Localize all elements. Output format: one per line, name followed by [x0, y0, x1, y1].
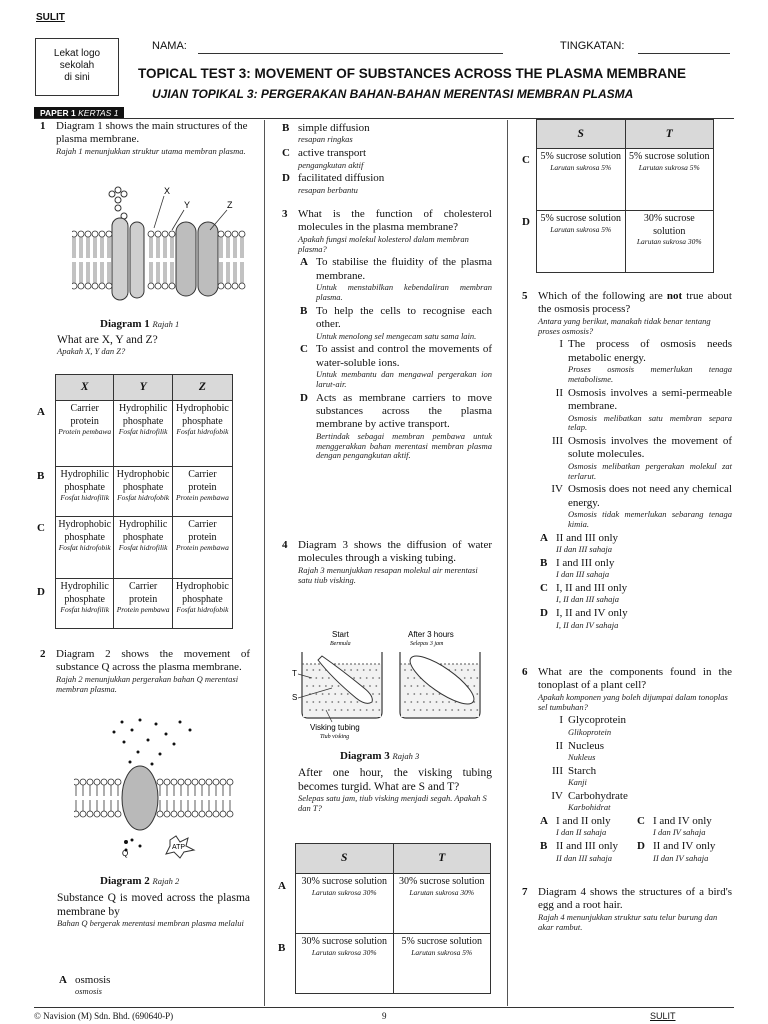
statement-ii	[538, 387, 732, 433]
substance-q	[124, 840, 128, 844]
question-text: Diagram 3 shows the diffusion of water molecules through a visking tubing.	[298, 539, 492, 565]
option-text-ms: osmosis	[75, 986, 102, 997]
option-a[interactable]	[298, 256, 492, 302]
option-text: I and IV only	[653, 815, 712, 828]
option-text-ms: I dan II sahaja	[556, 827, 607, 838]
after-label: After 3 hours	[408, 630, 454, 639]
question-number: 5	[522, 290, 528, 302]
option-text-ms: I dan IV sahaja	[653, 827, 706, 838]
question-text-ms: Apakah komponen yang boleh dijumpai dalam tonoplas sel tumbuhan?	[538, 691, 728, 712]
logo-line: sekolah	[59, 60, 95, 71]
question-1	[40, 120, 250, 157]
option-text-ms: resapan ringkas	[298, 134, 353, 145]
cell: 30% sucrose solution	[301, 936, 388, 947]
option-letter: C	[540, 582, 548, 595]
option-letter: B	[540, 840, 548, 853]
diagram-3-visking	[292, 628, 492, 740]
option-text-ms: Untuk menolong sel mengecam satu sama lain.	[316, 330, 477, 341]
cell-ms: Larutan sukrosa 5%	[550, 224, 612, 234]
statement-number: III	[552, 435, 563, 448]
option-text: II and IV only	[653, 840, 716, 853]
cell: 5% sucrose solution	[540, 151, 622, 162]
option-text: I, II and IV only	[556, 607, 628, 620]
option-d[interactable]	[298, 392, 492, 462]
logo-line: di sini	[64, 72, 90, 83]
diagram-1-membrane	[72, 184, 248, 314]
col-z: Z	[172, 375, 232, 401]
cell-ms: Protein pembawa	[116, 605, 170, 614]
ask-text: After one hour, the visking tubing becomes turgid. What are S and T?	[298, 767, 492, 794]
nama-label: NAMA:	[152, 40, 187, 52]
option-text: II and III only	[556, 840, 619, 853]
question-text	[538, 290, 732, 317]
question-text: What are the components found in the tonoplast of a plant cell?	[538, 666, 732, 692]
cell-ms: Larutan sukrosa 5%	[550, 162, 612, 172]
row-letter: D	[522, 216, 530, 228]
question-text-ms: Rajah 4 menunjukkan struktur satu telur burung dan akar rambut.	[538, 911, 718, 932]
option-letter: D	[540, 607, 548, 620]
tubing-label-ms: Tiub visking	[320, 734, 350, 740]
cell: Hydrophilic phosphate	[60, 581, 109, 605]
caption-ms: Rajah 2	[152, 876, 180, 886]
option-letter: B	[540, 556, 548, 569]
option-text: facilitated diffusion	[298, 172, 385, 185]
cell: Hydrophobic phosphate	[116, 469, 170, 493]
statement-iv	[538, 483, 732, 529]
option-text: I and II only	[556, 815, 611, 828]
option-text: To help the cells to recognise each other.	[316, 304, 492, 331]
question-number: 2	[40, 648, 46, 660]
option-text: To stabilise the fluidity of the plasma membrane.	[316, 256, 492, 282]
option-c[interactable]	[298, 343, 492, 389]
item-iv	[538, 790, 732, 813]
question-4-table-part1	[295, 843, 491, 994]
question-1-ask	[57, 333, 257, 357]
question-text-ms: Rajah 3 menunjukkan resapan molekul air merentasi satu tiub visking.	[298, 564, 478, 585]
statement-number: II	[555, 386, 563, 399]
item-number: II	[555, 739, 563, 752]
row-letter: A	[278, 880, 286, 892]
nama-line	[198, 53, 503, 54]
col-x: X	[56, 375, 114, 401]
option-text-ms: II dan IV sahaja	[653, 852, 709, 863]
option-b[interactable]	[538, 840, 635, 863]
item-text-ms: Kanji	[568, 777, 587, 788]
carrier-protein	[112, 218, 144, 300]
table-header-row	[537, 120, 714, 149]
option-text-ms: pengangkutan aktif	[298, 159, 364, 170]
item-ii	[538, 740, 732, 763]
question-2	[40, 648, 250, 694]
cell: Hydrophobic phosphate	[58, 519, 112, 543]
cell: Carrier protein	[70, 403, 99, 427]
beaker-start	[302, 652, 382, 718]
diagram-2-transport	[74, 718, 234, 860]
question-number: 3	[282, 208, 288, 220]
cell-ms: Fosfat hidrofilik	[118, 427, 168, 436]
cell: 5% sucrose solution	[628, 151, 710, 162]
item-text: Glycoprotein	[568, 714, 627, 727]
item-i	[538, 714, 732, 737]
item-text: Nucleus	[568, 739, 605, 752]
option-text-ms: resapan berbantu	[298, 184, 358, 195]
question-4-table-part2	[536, 119, 714, 273]
column-divider	[264, 120, 265, 1006]
solute-particles	[113, 719, 192, 766]
option-a[interactable]	[538, 532, 732, 555]
cell: Hydrophobic phosphate	[176, 403, 229, 427]
option-c[interactable]	[538, 582, 732, 605]
logo-line: Lekat logo	[53, 48, 101, 59]
cell-ms: Fosfat hidrofobik	[58, 543, 111, 552]
question-1-table	[55, 374, 233, 629]
table-row	[56, 467, 233, 517]
option-text-ms: I dan III sahaja	[556, 569, 610, 580]
option-a[interactable]	[57, 972, 247, 997]
option-letter: D	[282, 172, 290, 185]
option-text: simple diffusion	[298, 122, 370, 134]
cell-ms: Protein pembawa	[175, 493, 229, 502]
cell: Hydrophilic phosphate	[118, 403, 168, 427]
table-row	[296, 934, 491, 994]
cell-ms: Larutan sukrosa 30%	[311, 947, 377, 957]
cell: Carrier protein	[188, 469, 217, 493]
ask-text: Substance Q is moved across the plasma membrane by	[57, 892, 250, 919]
option-letter: B	[300, 304, 308, 317]
option-text-ms: I, II dan III sahaja	[556, 594, 620, 605]
question-text-ms: Rajah 1 menunjukkan struktur utama membran plasma.	[56, 145, 246, 156]
diagram-2-caption	[100, 875, 179, 888]
cell-ms: Fosfat hidrofobik	[117, 493, 170, 502]
logo-box	[35, 38, 119, 96]
sulit-bottom: SULIT	[650, 1011, 676, 1021]
option-letter: C	[300, 343, 308, 356]
label-y: Y	[184, 200, 191, 210]
statement-number: I	[559, 338, 563, 351]
cell: Carrier protein	[188, 519, 217, 543]
statement-text: Osmosis does not need any chemical energy.	[568, 483, 732, 509]
cell-ms: Protein pembawa	[58, 427, 112, 436]
option-text-ms: I, II dan IV sahaja	[556, 619, 619, 630]
row-letter: B	[37, 470, 45, 482]
footer-rule	[34, 1007, 734, 1008]
cell: 5% sucrose solution	[540, 213, 622, 224]
table-row	[56, 579, 233, 629]
cell: Hydrophilic phosphate	[60, 469, 109, 493]
question-3	[282, 208, 492, 461]
row-letter: C	[37, 522, 45, 534]
question-text-b: true about the osmosis process?	[538, 290, 732, 316]
option-letter: C	[637, 815, 645, 828]
question-6	[522, 666, 732, 863]
question-number: 6	[522, 666, 528, 678]
tingkatan-line	[638, 53, 730, 54]
question-text-ms: Apakah fungsi molekul kolesterol dalam membran plasma?	[298, 233, 469, 254]
caption-en: Diagram 1	[100, 318, 150, 330]
option-text: Acts as membrane carriers to move substances across the plasma membrane by active transport.	[316, 391, 492, 431]
option-text-ms: II dan III sahaja	[556, 852, 612, 863]
page-number: 9	[382, 1011, 387, 1021]
option-d[interactable]	[635, 840, 732, 863]
statement-text-ms: Osmosis tidak memerlukan sebarang tenaga kimia.	[568, 509, 732, 529]
option-text: II and III only	[556, 531, 619, 544]
cell-ms: Larutan sukrosa 30%	[311, 887, 377, 897]
item-iii	[538, 765, 732, 788]
table-row	[296, 874, 491, 934]
option-text: I, II and III only	[556, 582, 628, 595]
option-text: To assist and control the movements of water-soluble ions.	[316, 343, 492, 369]
cell: 30% sucrose solution	[398, 876, 485, 887]
cell-ms: Fosfat hidrofobik	[176, 605, 229, 614]
question-text: Diagram 1 shows the main structures of the plasma membrane.	[56, 120, 248, 146]
option-letter: A	[59, 974, 67, 986]
copyright: © Navision (M) Sdn. Bhd. (690640-P)	[34, 1011, 174, 1021]
diagram-3-caption	[340, 750, 419, 763]
statement-number: IV	[551, 483, 563, 496]
option-b[interactable]	[298, 305, 492, 342]
paper-label-en: PAPER 1	[40, 108, 76, 118]
item-text-ms: Nukleus	[568, 751, 596, 762]
col-y: Y	[114, 375, 172, 401]
row-letter: D	[37, 586, 45, 598]
option-text-ms: Bertindak sebagai membran pembawa untuk menggerakkan bahan merentasi membran plasma dengan pengangkutan aktif.	[316, 430, 492, 461]
cell: 30% sucrose solution	[301, 876, 388, 887]
statement-i	[538, 338, 732, 384]
item-text: Starch	[568, 764, 597, 777]
row-letter: C	[522, 154, 530, 166]
label-z: Z	[227, 200, 233, 210]
table-row	[56, 517, 233, 579]
option-b[interactable]	[280, 122, 492, 145]
after-label-ms: Selepas 3 jam	[410, 641, 444, 647]
col-s: S	[296, 844, 394, 874]
protein-channel	[176, 222, 218, 296]
phospholipid-bilayer	[72, 231, 245, 289]
question-text: Diagram 2 shows the movement of substance Q across the plasma membrane.	[56, 648, 250, 674]
paper-label-ms: KERTAS 1	[78, 108, 119, 118]
cell: Hydrophilic phosphate	[118, 519, 168, 543]
cholesterol-glycolipid	[109, 187, 127, 219]
option-b[interactable]	[538, 557, 732, 580]
option-c[interactable]	[635, 815, 732, 838]
ask-text-ms: Apakah X, Y dan Z?	[57, 346, 126, 357]
option-letter: D	[300, 391, 308, 404]
option-a[interactable]	[538, 815, 635, 838]
option-text-ms: Untuk menstabilkan kebendaliran membran plasma.	[316, 282, 492, 302]
cell-ms: Fosfat hidrofilik	[118, 543, 168, 552]
option-letter: D	[637, 840, 645, 853]
caption-en: Diagram 3	[340, 750, 390, 762]
item-number: IV	[551, 789, 563, 802]
tubing-label: Visking tubing	[310, 723, 360, 732]
cell-ms: Fosfat hidrofilik	[60, 493, 110, 502]
cell-ms: Fosfat hidrofobik	[176, 427, 229, 436]
option-text-ms: II dan III sahaja	[556, 544, 612, 555]
page-title: TOPICAL TEST 3: MOVEMENT OF SUBSTANCES ACROSS THE PLASMA MEMBRANE	[138, 66, 687, 81]
option-text: osmosis	[75, 974, 111, 986]
column-divider	[507, 120, 508, 1006]
row-letter: A	[37, 406, 45, 418]
col-s: S	[537, 120, 626, 149]
caption-ms: Rajah 1	[152, 319, 180, 329]
col-t: T	[393, 844, 491, 874]
question-text-bold: not	[666, 290, 683, 302]
statement-iii	[538, 435, 732, 481]
t-label: T	[292, 669, 297, 678]
question-5	[522, 290, 732, 630]
options-grid	[538, 813, 732, 863]
statement-text: The process of osmosis needs metabolic energy.	[568, 338, 732, 364]
table-row	[56, 401, 233, 467]
option-letter: C	[282, 147, 290, 160]
option-letter: B	[282, 122, 290, 134]
option-letter: A	[300, 256, 308, 269]
cell: Carrier protein	[128, 581, 158, 605]
statement-text: Osmosis involves a semi-permeable membrane.	[568, 386, 732, 413]
q-label: Q	[122, 849, 129, 858]
cell: 5% sucrose solution	[401, 936, 483, 947]
statement-text-ms: Osmosis melibatkan pergerakan molekul zat terlarut.	[568, 460, 732, 481]
question-4	[282, 539, 492, 585]
item-text-ms: Glikoprotein	[568, 726, 612, 737]
s-label: S	[292, 693, 298, 702]
cell-ms: Protein pembawa	[175, 543, 229, 552]
question-text: Diagram 4 shows the structures of a bird's egg and a root hair.	[538, 886, 732, 912]
question-number: 7	[522, 886, 528, 898]
question-text-ms: Antara yang berikut, manakah tidak benar tentang proses osmosis?	[538, 315, 711, 336]
ask-text-ms: Bahan Q bergerak merentasi membran plasma melalui	[57, 918, 244, 929]
question-number: 1	[40, 120, 46, 132]
item-number: I	[559, 714, 563, 727]
question-text-a: Which of the following are	[538, 290, 667, 302]
atp-label: ATP	[172, 844, 186, 851]
table-row	[537, 149, 714, 211]
col-t: T	[625, 120, 714, 149]
cell-ms: Larutan sukrosa 30%	[636, 237, 702, 246]
question-7	[522, 886, 732, 932]
tingkatan-label: TINGKATAN:	[560, 40, 625, 52]
option-letter: A	[540, 815, 548, 828]
item-text: Carbohydrate	[568, 789, 628, 802]
cell-ms: Larutan sukrosa 5%	[638, 162, 700, 172]
cell-ms: Larutan sukrosa 30%	[409, 887, 475, 897]
question-text-ms: Rajah 2 menunjukkan pergerakan bahan Q merentasi membran plasma.	[56, 673, 239, 694]
option-text-ms: Untuk membantu dan mengawal pergerakan ion larut-air.	[316, 369, 492, 389]
start-label: Start	[332, 630, 349, 639]
ask-text: What are X, Y and Z?	[57, 334, 158, 346]
label-x: X	[164, 186, 171, 196]
sulit-top: SULIT	[36, 12, 65, 23]
carrier-protein	[122, 766, 158, 830]
item-text-ms: Karbohidrat	[568, 802, 611, 813]
row-letter: B	[278, 942, 286, 954]
option-text: active transport	[298, 147, 367, 160]
page-subtitle: UJIAN TOPIKAL 3: PERGERAKAN BAHAN-BAHAN MERENTASI MEMBRAN PLASMA	[152, 87, 634, 101]
table-row	[537, 211, 714, 273]
question-number: 4	[282, 539, 288, 551]
item-number: III	[552, 764, 563, 777]
cell-ms: Fosfat hidrofilik	[60, 605, 110, 614]
caption-ms: Rajah 3	[392, 751, 420, 761]
question-text: What is the function of cholesterol molecules in the plasma membrane?	[298, 208, 492, 234]
option-letter: A	[540, 531, 548, 544]
statement-text: Osmosis involves the movement of solute molecules.	[568, 435, 732, 461]
start-label-ms: Bermula	[330, 641, 351, 647]
option-d[interactable]	[280, 172, 492, 195]
statement-text-ms: Proses osmosis memerlukan tenaga metabolisme.	[568, 364, 732, 384]
option-d[interactable]	[538, 607, 732, 630]
cell: 30% sucrose solution	[643, 213, 695, 237]
option-c[interactable]	[280, 147, 492, 170]
table-header-row	[296, 844, 491, 874]
ask-text-ms: Selepas satu jam, tiub visking menjadi segah. Apakah S dan T?	[298, 793, 487, 813]
cell: Hydrophobic phosphate	[176, 581, 229, 605]
question-4-ask	[298, 766, 492, 814]
beaker-after	[400, 648, 480, 718]
question-2-options-cont	[280, 120, 492, 196]
diagram-1-caption	[100, 318, 179, 331]
table-header-row	[56, 375, 233, 401]
option-text: I and III only	[556, 556, 615, 569]
statement-text-ms: Osmosis melibatkan satu membran separa telap.	[568, 412, 732, 433]
cell-ms: Larutan sukrosa 5%	[411, 947, 473, 957]
question-2-ask	[57, 891, 250, 929]
caption-en: Diagram 2	[100, 875, 150, 887]
